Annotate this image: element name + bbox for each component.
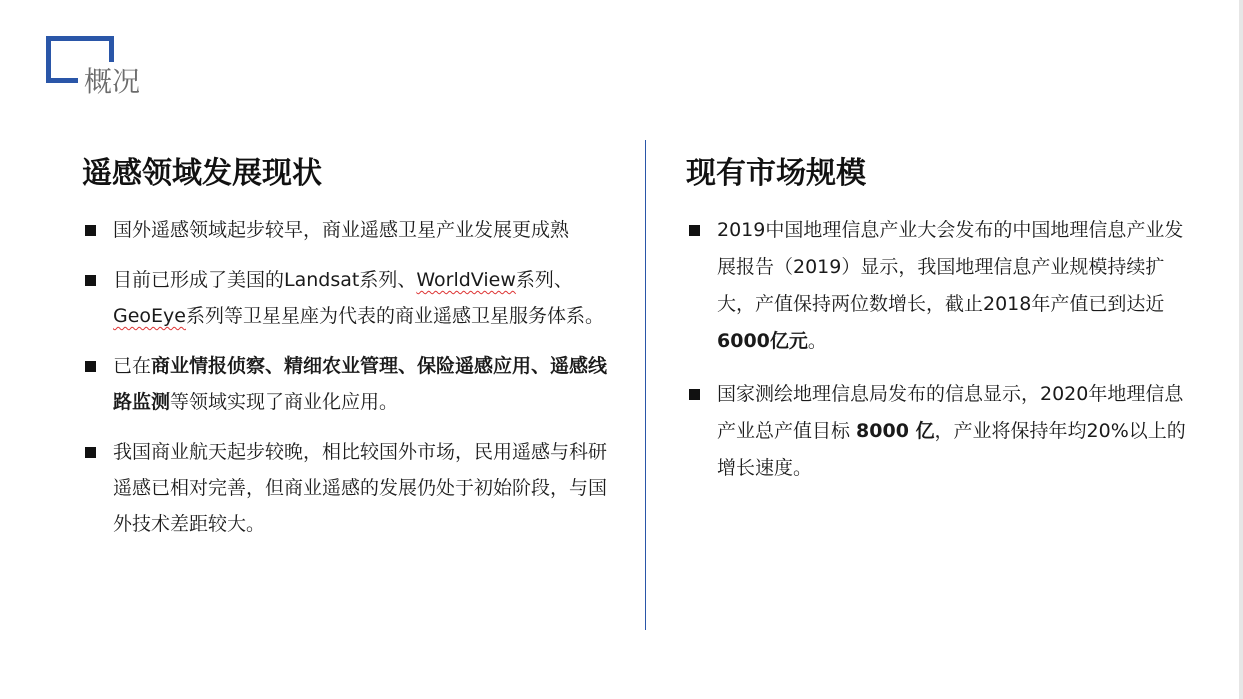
right-column (686, 152, 1186, 503)
square-bullet-icon (85, 225, 96, 236)
bullet-text-part: 已在 (113, 355, 152, 377)
left-column (82, 152, 617, 556)
list-item (686, 212, 1186, 360)
list-item (686, 376, 1186, 487)
square-bullet-icon (689, 225, 700, 236)
bullet-text-part: 系列、 (515, 269, 573, 291)
page-title: 概况 (82, 62, 144, 102)
bullet-text-part: 等领域实现了商业化应用。 (170, 391, 399, 413)
left-heading: 遥感领域发展现状 (82, 156, 322, 191)
left-bullet-list (82, 212, 617, 542)
list-item (82, 348, 617, 420)
bullet-text-part: 目前已形成了美国的Landsat系列、 (113, 269, 417, 291)
bullet-text: 我国商业航天起步较晚，相比较国外市场，民用遥感与科研遥感已相对完善，但商业遥感的发展仍处于初始阶段，与国外技术差距较大。 (113, 441, 608, 535)
slide-edge (1239, 0, 1243, 699)
right-heading: 现有市场规模 (686, 156, 866, 191)
bullet-text-part: ，产业将保持年均20%以上的增长速度。 (717, 420, 1186, 479)
spellcheck-word: GeoEye (113, 305, 186, 327)
square-bullet-icon (85, 361, 96, 372)
title-bracket-foot (46, 78, 78, 83)
spellcheck-word: WorldView (416, 269, 516, 291)
bullet-text-part: 系列等卫星星座为代表的商业遥感卫星服务体系。 (185, 305, 604, 327)
bullet-text-part: 2019中国地理信息产业大会发布的中国地理信息产业发展报告（2019）显示，我国地理信息产业规模持续扩大，产值保持两位数增长，截止2018年产值已到达近 (717, 219, 1184, 315)
bullet-text-part: 国家测绘地理信息局发布的信息显示，2020年地理信息产业总产值目标 (717, 383, 1184, 442)
square-bullet-icon (85, 275, 96, 286)
column-divider (645, 140, 646, 630)
bullet-bold-text: 商业情报侦察、精细农业管理、保险遥感应用、遥感线路监测 (113, 355, 608, 413)
bullet-bold-text: 8000 亿 (856, 420, 935, 442)
right-bullet-list (686, 212, 1186, 487)
list-item (82, 262, 617, 334)
bullet-text: 国外遥感领域起步较早，商业遥感卫星产业发展更成熟 (113, 219, 570, 241)
square-bullet-icon (85, 447, 96, 458)
list-item (82, 212, 617, 248)
bullet-bold-text: 6000亿元 (717, 330, 808, 352)
square-bullet-icon (689, 389, 700, 400)
bullet-text-part: 。 (807, 330, 827, 352)
list-item (82, 434, 617, 542)
